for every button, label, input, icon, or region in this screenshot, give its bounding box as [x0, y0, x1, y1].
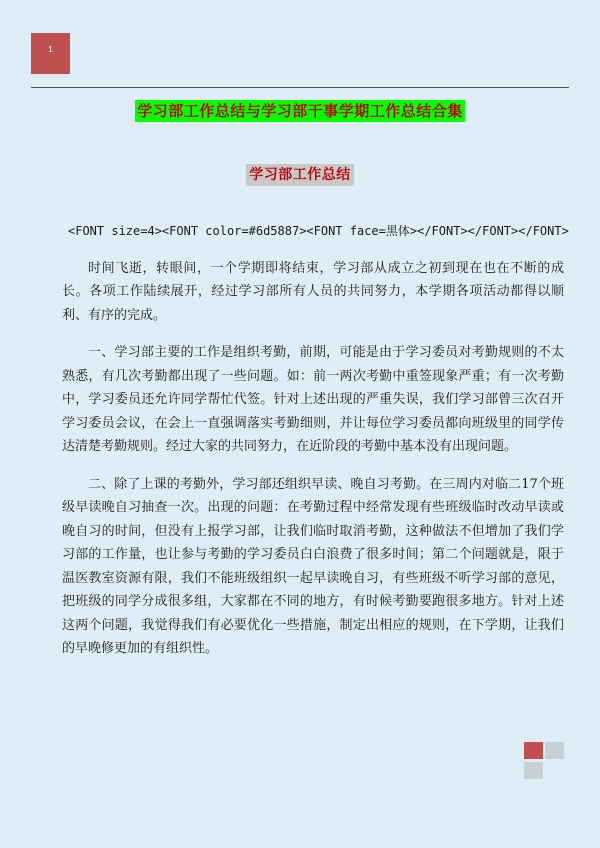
- corner-decoration: [522, 742, 566, 780]
- section-title: [0, 164, 600, 184]
- paragraph-self-study: 二、除了上课的考勤外，学习部还组织早读、晚自习考勤。在三周内对临二17个班级早读晚自习抽查一次。出现的问题：在考勤过程中经常发现有些班级临时改动早读或晚自习的时间，但没有上报学习部，让我们临时取消考勤，这种做法不但增加了我们学习部的工作量，也让参与考勤的学习委员白白浪费了很多时间；第二个问题就是，限于温医教室资源有限，我们不能班级组织一起早读晚自习，有些班级不听学习部的意见，把班级的同学分成很多组，大家都在不同的地方，有时候考勤要跑很多地方。针对上述这两个问题，我觉得我们有必要优化一些措施，制定出相应的规则，在下学期，让我们的早晚修更加的有组织性。: [62, 476, 564, 656]
- font-markup-line: <FONT size=4><FONT color=#6d5887><FONT face=黑体></FONT></FONT></FONT>: [68, 224, 569, 238]
- page-number: 1: [48, 45, 53, 54]
- paragraph-attendance: 一、学习部主要的工作是组织考勤，前期，可能是由于学习委员对考勤规则的不太熟悉，有几次考勤都出现了一些问题。如：前一两次考勤中重签现象严重；有一次考勤中，学习委员还允许同学帮忙代签。针对上述出现的严重失误，我们学习部曾三次召开学习委员会议，在会上一直强调落实考勤细则，并让每位学习委员都向班级里的同学传达清楚考勤规则。经过大家的共同努力，在近阶段的考勤中基本没有出现问题。: [62, 345, 564, 454]
- decor-square-grey: [524, 762, 543, 779]
- page-number-badge: [31, 33, 70, 74]
- document-body: [62, 220, 569, 675]
- document-title-text: 学习部工作总结与学习部干事学期工作总结合集: [137, 102, 463, 120]
- decor-square-grey: [545, 742, 564, 759]
- document-title: [0, 100, 600, 121]
- header-divider: [31, 87, 569, 88]
- section-title-text: 学习部工作总结: [246, 164, 354, 186]
- decor-square-red: [524, 742, 543, 759]
- paragraph-intro: 时间飞逝，转眼间，一个学期即将结束，学习部从成立之初到现在也在不断的成长。各项工作陆续展开，经过学习部所有人员的共同努力，本学期各项活动都得以顺利、有序的完成。: [62, 260, 564, 323]
